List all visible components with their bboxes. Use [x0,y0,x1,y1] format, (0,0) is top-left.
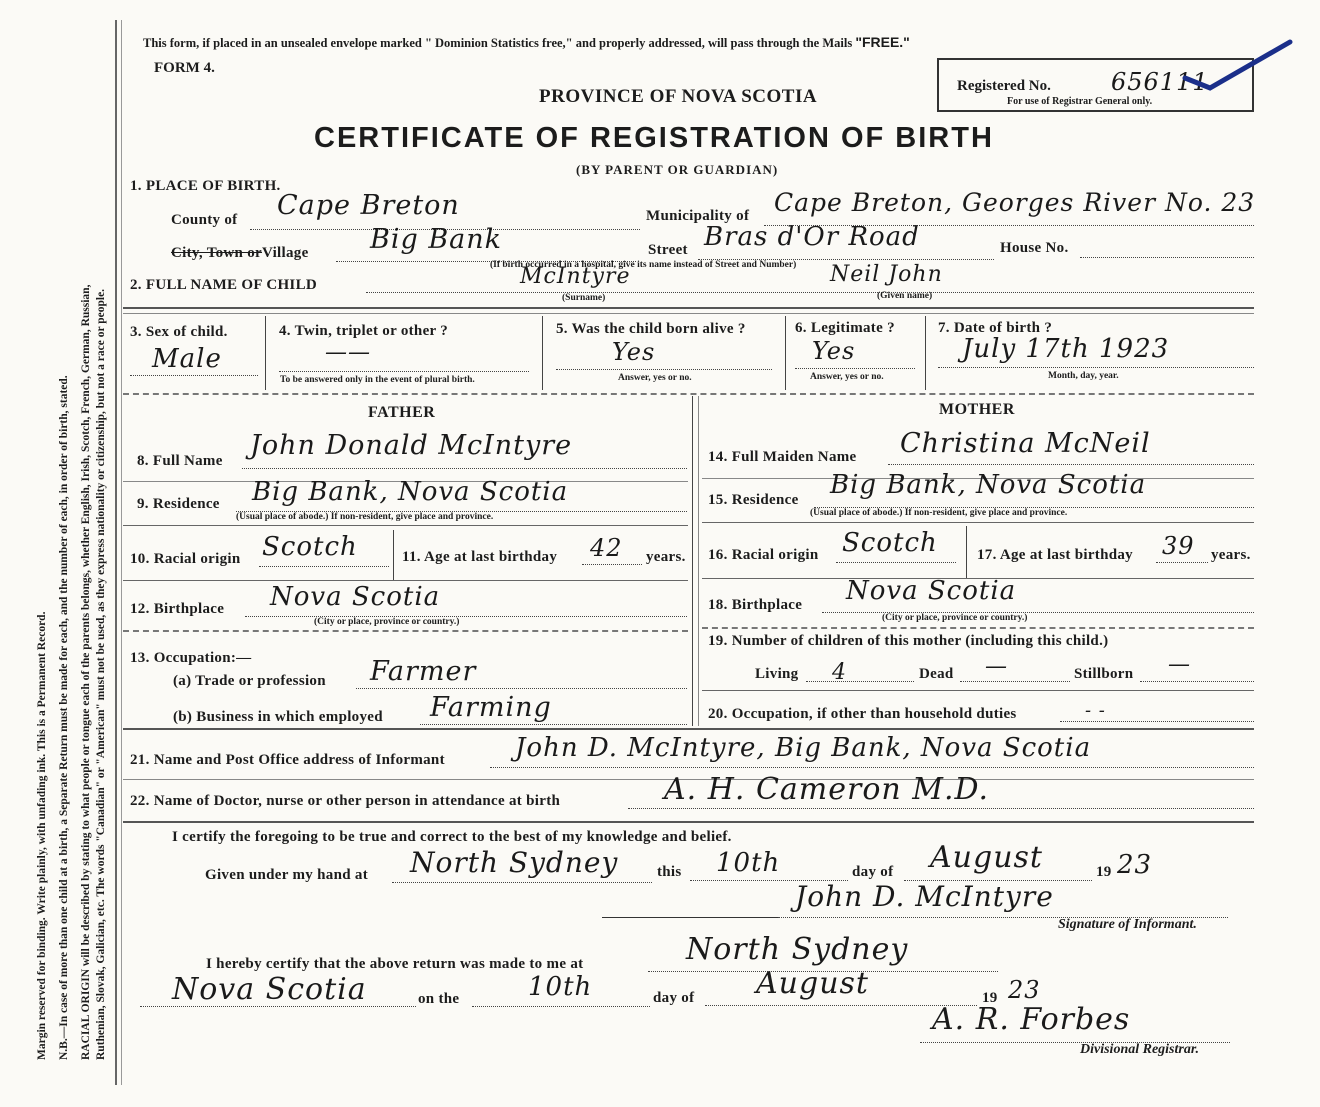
surname-caption: (Surname) [562,293,606,303]
divider-5-6 [785,316,786,390]
given-place-line [392,882,652,883]
municipality-value[interactable]: Cape Breton, Georges River No. 23 [774,188,1256,217]
stillborn-label: Stillborn [1074,666,1134,682]
margin-note-binding: Margin reserved for binding. Write plainly, with unfading ink. This is a Permanent Record. [36,611,48,1060]
father-age-value[interactable]: 42 [590,534,623,562]
legitimate-label: 6. Legitimate ? [795,320,895,336]
dob-label: 7. Date of birth ? [938,320,1053,336]
mother-birthplace-value[interactable]: Nova Scotia [846,576,1017,606]
informant-label: 21. Name and Post Office address of Informant [130,752,445,768]
dob-value[interactable]: July 17th 1923 [962,334,1170,364]
registered-label: Registered No. [957,78,1051,94]
mother-residence-value[interactable]: Big Bank, Nova Scotia [830,470,1147,500]
father-birthplace-note: (City or place, province or country.) [314,617,460,627]
given-name-caption: (Given name) [877,291,933,301]
given-year-value[interactable]: 23 [1117,850,1153,880]
registrar-year-value[interactable]: 23 [1008,976,1041,1004]
dob-line [938,367,1254,368]
registrar-statement: I hereby certify that the above return was made to me at [206,956,584,972]
father-racial-rule [123,580,688,581]
stillborn-line [1140,681,1254,682]
alive-line [556,369,772,370]
father-trade-label: (a) Trade or profession [173,673,326,689]
registrar-province-value[interactable]: Nova Scotia [172,972,367,1007]
alive-label: 5. Was the child born alive ? [556,321,746,337]
village-label: City, Town orVillage [171,245,309,261]
child-given-name-value[interactable]: Neil John [830,262,943,287]
dead-label: Dead [919,666,954,682]
registrar-place-value[interactable]: North Sydney [686,932,909,967]
municipality-label: Municipality of [646,208,750,224]
father-age-label: 11. Age at last birthday [402,549,558,565]
registrar-signature-caption: Divisional Registrar. [1080,1042,1200,1057]
given-dayof-label: day of [852,864,894,880]
margin-note-racial-origin-2: Ruthenian, Slovak, Galician, etc. The words "Canadian" or "American" must not be used, as they express nationality or citizenship, but not a race or people. [95,288,107,1060]
certificate-subtitle: (BY PARENT OR GUARDIAN) [576,162,779,177]
father-heading: FATHER [368,404,436,421]
mother-residence-rule [702,522,1254,523]
form-number: FORM 4. [154,60,215,76]
sex-line [130,375,258,376]
mother-racial-label: 16. Racial origin [708,547,819,563]
father-residence-value[interactable]: Big Bank, Nova Scotia [252,477,569,507]
father-residence-label: 9. Residence [137,496,220,512]
given-day-value[interactable]: 10th [716,848,781,878]
mother-occupation-label: 20. Occupation, if other than household duties [708,706,1017,722]
dead-value[interactable]: — [985,654,1008,679]
certify-statement: I certify the foregoing to be true and correct to the best of my knowledge and belief. [172,829,732,845]
binding-rule [115,20,117,1085]
father-business-line [420,724,687,725]
informant-signature-caption: Signature of Informant. [1058,917,1197,932]
rule-after-parents [123,728,1254,730]
father-trade-value[interactable]: Farmer [370,656,477,687]
father-birthplace-value[interactable]: Nova Scotia [270,582,441,612]
dob-note: Month, day, year. [1048,371,1119,381]
house-number-line [1080,257,1254,258]
mother-occupation-line [1060,721,1254,722]
registrar-day-value[interactable]: 10th [528,972,593,1002]
given-month-value[interactable]: August [930,840,1043,875]
twin-line [279,371,529,372]
father-business-label: (b) Business in which employed [173,709,383,725]
father-residence-note: (Usual place of abode.) If non-resident, give place and province. [236,512,494,522]
father-racial-label: 10. Racial origin [130,551,241,567]
parents-divider [692,396,693,726]
legitimate-line [795,368,915,369]
father-birthplace-line [245,616,687,617]
rule-after-name-2 [123,313,1254,314]
father-birthplace-rule [123,630,688,632]
mother-residence-label: 15. Residence [708,492,799,508]
registrar-dayof-label: day of [653,990,695,1006]
doctor-line [628,808,1254,809]
legitimate-value[interactable]: Yes [812,337,856,365]
twin-note: To be answered only in the event of plural birth. [280,375,475,385]
mother-racial-line [836,562,956,563]
dead-line [960,681,1070,682]
registered-value: 656111 [1111,68,1209,96]
registrar-onthe-label: on the [418,991,460,1007]
binding-rule-inner [121,20,122,1085]
mother-racial-age-divider [966,526,967,578]
registrar-signature[interactable]: A. R. Forbes [932,1002,1131,1037]
father-racial-value[interactable]: Scotch [262,532,358,562]
check-mark [1180,38,1295,98]
informant-line [490,767,1254,768]
doctor-label: 22. Name of Doctor, nurse or other person in attendance at birth [130,793,561,809]
mother-racial-value[interactable]: Scotch [842,528,938,558]
certificate-title: CERTIFICATE OF REGISTRATION OF BIRTH [314,122,994,154]
divider-6-7 [925,316,926,390]
given-place-value[interactable]: North Sydney [410,846,619,879]
place-of-birth-heading: 1. PLACE OF BIRTH. [130,178,281,194]
margin-note-racial-origin: RACIAL ORIGIN will be described by stating to what people or tongue each of the parents belongs, whether English, Irish, Scotch, French, German, Russian, [80,284,92,1060]
mother-occupation-value[interactable]: - - [1085,700,1106,721]
living-line [806,681,914,682]
province-heading: PROVINCE OF NOVA SCOTIA [539,86,818,107]
mother-birthplace-label: 18. Birthplace [708,597,803,613]
margin-note-plural-births: N.B.—In case of more than one child at a birth, a Separate Return must be made for each, and the number of each, in order of birth, stated. [58,375,70,1060]
child-surname-value[interactable]: McIntyre [520,264,631,289]
street-value[interactable]: Bras d'Or Road [704,222,920,252]
registrar-day-line [472,1006,650,1007]
living-value[interactable]: 4 [832,660,847,685]
registrar-use-note: For use of Registrar General only. [1007,96,1153,107]
mother-residence-note: (Usual place of abode.) If non-resident, give place and province. [810,508,1068,518]
registrar-year-prefix: 19 [982,990,998,1006]
this-label: this [657,864,682,880]
sex-value[interactable]: Male [152,344,222,374]
mother-name-line [888,464,1254,465]
given-year-prefix: 19 [1096,864,1112,880]
mother-birthplace-note: (City or place, province or country.) [882,613,1028,623]
given-under-hand-label: Given under my hand at [205,867,369,883]
father-occupation-label: 13. Occupation:— [130,650,252,666]
county-label: County of [171,212,238,228]
father-business-value[interactable]: Farming [430,692,552,723]
child-name-label: 2. FULL NAME OF CHILD [130,277,318,293]
informant-value[interactable]: John D. McIntyre, Big Bank, Nova Scotia [515,733,1092,763]
father-name-label: 8. Full Name [137,453,223,469]
child-name-line [366,292,1254,293]
twin-value[interactable]: —— [325,340,371,365]
twin-label: 4. Twin, triplet or other ? [279,323,449,339]
father-racial-line [259,566,389,567]
house-number-label: House No. [1000,240,1069,256]
mother-birthplace-rule [702,627,1254,629]
alive-value[interactable]: Yes [612,338,656,366]
rule-after-row [123,393,1254,395]
legitimate-note: Answer, yes or no. [810,372,884,382]
sex-label: 3. Sex of child. [130,324,228,340]
registrar-month-value[interactable]: August [756,966,869,1001]
rule-after-name [123,307,1254,309]
mother-age-value[interactable]: 39 [1162,532,1195,560]
mother-children-label: 19. Number of children of this mother (including this child.) [708,633,1109,649]
father-trade-line [356,688,687,689]
mother-years-label: years. [1211,547,1251,563]
mother-children-rule [702,690,1254,691]
doctor-value[interactable]: A. H. Cameron M.D. [664,772,990,807]
father-years-label: years. [646,549,686,565]
street-label: Street [648,242,688,258]
mother-name-value[interactable]: Christina McNeil [900,428,1151,459]
parents-divider-2 [698,396,699,726]
mail-notice: This form, if placed in an unsealed envelope marked " Dominion Statistics free," and properly addressed, will pass through the Mails "FREE." [143,34,910,50]
rule-after-doctor [123,821,1254,823]
father-racial-age-divider [393,530,394,580]
father-age-line [582,564,642,565]
informant-signature[interactable]: John D. McIntyre [795,880,1054,913]
divider-4-5 [542,316,543,390]
stillborn-value[interactable]: — [1168,652,1191,677]
father-residence-rule [123,525,688,526]
village-value[interactable]: Big Bank [370,224,503,255]
alive-note: Answer, yes or no. [618,373,692,383]
mother-name-label: 14. Full Maiden Name [708,449,857,465]
informant-signature-rule [602,917,778,918]
hospital-note: (If birth occurred in a hospital, give its name instead of Street and Number) [490,260,797,270]
mother-age-label: 17. Age at last birthday [977,547,1133,563]
father-birthplace-label: 12. Birthplace [130,601,225,617]
father-name-value[interactable]: John Donald McIntyre [250,430,573,461]
mother-age-line [1156,562,1208,563]
living-label: Living [755,666,799,682]
father-name-line [242,468,687,469]
mother-heading: MOTHER [939,401,1015,418]
county-value[interactable]: Cape Breton [277,190,460,221]
divider-3-4 [265,316,266,390]
